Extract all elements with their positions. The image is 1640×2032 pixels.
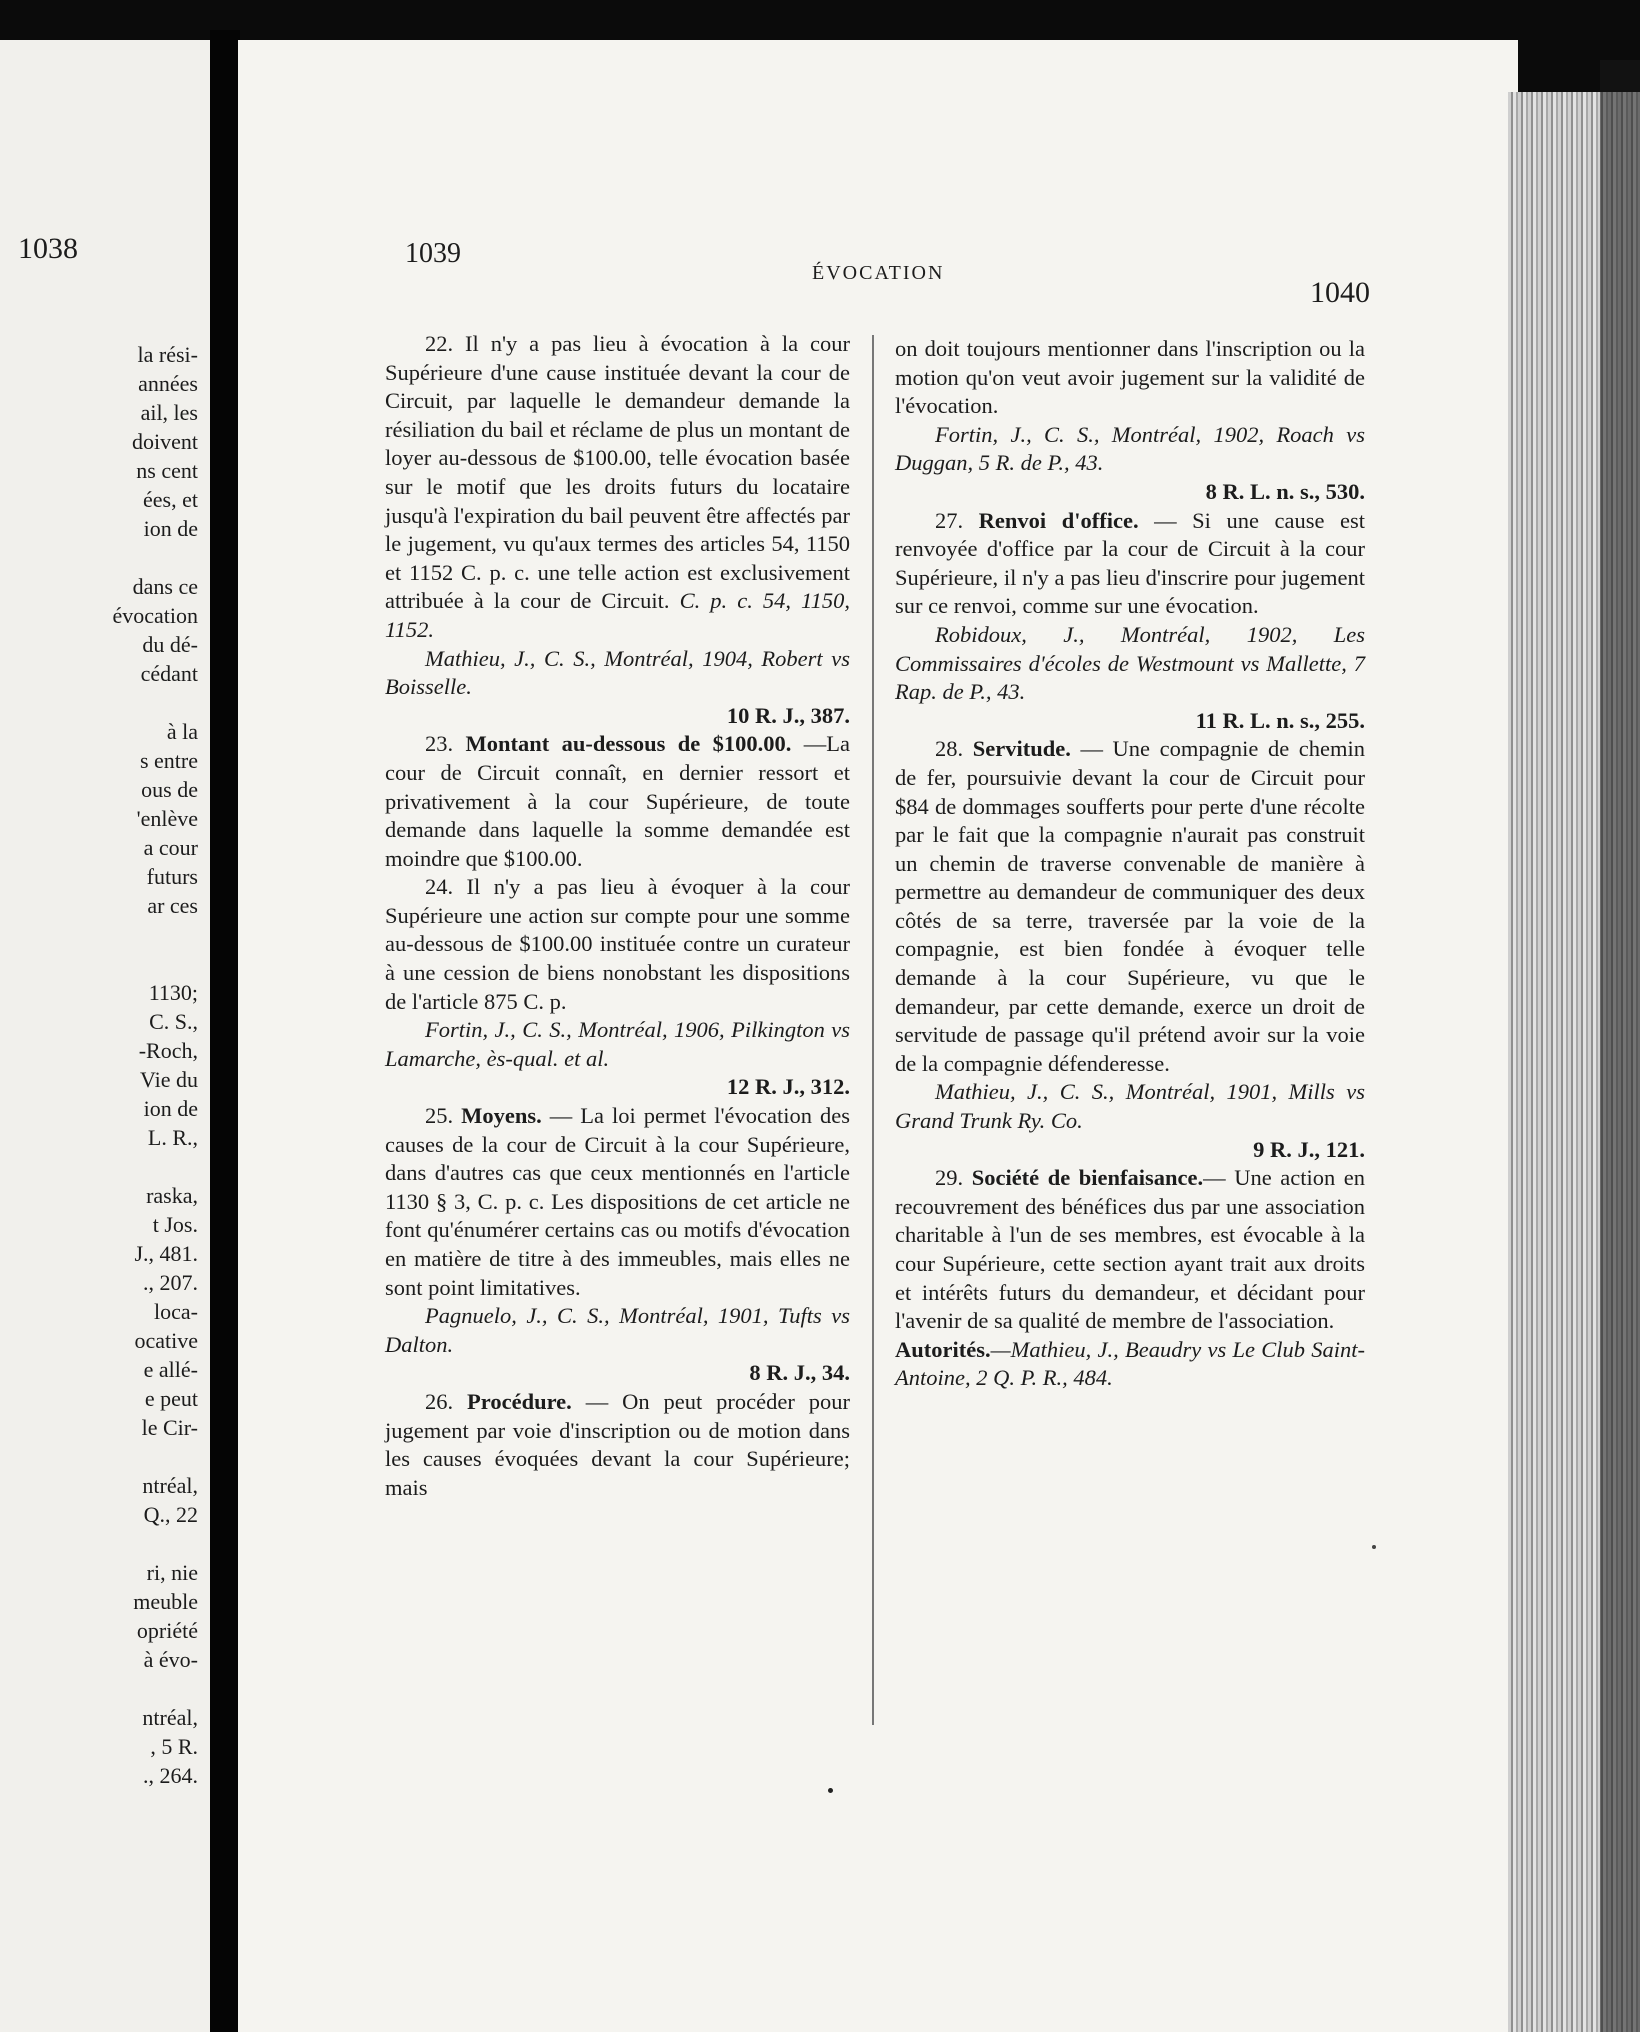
entry-26-title: Procédure. bbox=[467, 1388, 572, 1414]
entry-22-text: 22. Il n'y a pas lieu à évocation à la cour Supérieure d'une cause instituée devant la cour de Circuit, par laquelle le demandeur demande la résiliation du bail et réclame de plus un montant de loyer au-dessous de $100.00, telle évocation basée sur le motif que les droits futurs du locataire jusqu'à l'expiration du bail peuvent être affectés par le jugement, vu qu'aux termes des articles 54, 1150 et 1152 C. p. c. une telle action est exclusivement attribuée à la cour de Circuit. bbox=[385, 331, 850, 614]
left-fragment-line: évocation bbox=[112, 603, 198, 628]
left-fragment-line: C. S., bbox=[149, 1009, 198, 1034]
left-fragment-line bbox=[8, 949, 198, 978]
page-number-right: 1040 bbox=[1310, 276, 1370, 309]
left-fragment-line: ., 207. bbox=[143, 1270, 198, 1295]
left-fragment-line: ocative bbox=[134, 1328, 198, 1353]
entry-27 bbox=[895, 507, 1365, 621]
left-fragment-line: futurs bbox=[146, 864, 198, 889]
left-fragment-line: e peut bbox=[144, 1386, 198, 1411]
entry-22-code: C. p. c. 54, 1150, 1152. bbox=[385, 588, 851, 642]
entry-29-text: — Une action en recouvrement des bénéfices dus par une association charitable à l'un de ses membres, est évocable à la cour Supérieure, cette section ayant trait aux droits et intérêts futurs du demandeur, et décidant pour l'avenir de sa qualité de membre de l'association. bbox=[895, 1165, 1366, 1334]
left-fragment-line: années bbox=[138, 371, 198, 396]
authorities-text: —Mathieu, J., Beaudry vs Le Club Saint-Antoine, 2 Q. P. R., 484. bbox=[895, 1336, 1365, 1391]
left-fragment-line bbox=[8, 1442, 198, 1471]
left-fragment-line bbox=[8, 1529, 198, 1558]
entry-22 bbox=[385, 330, 850, 645]
left-fragment-line: ., 264. bbox=[143, 1763, 198, 1788]
left-fragment-line: Vie du bbox=[140, 1067, 198, 1092]
entry-28-reference: 9 R. J., 121. bbox=[1253, 1136, 1365, 1162]
left-page-number: 1038 bbox=[18, 232, 78, 265]
left-page-fragments bbox=[8, 340, 198, 1790]
entry-28-title: Servitude. bbox=[972, 736, 1071, 762]
left-fragment-line: cédant bbox=[140, 661, 198, 686]
authorities bbox=[895, 1336, 1365, 1393]
entry-27-number: 27. bbox=[935, 507, 964, 533]
entry-23 bbox=[385, 730, 850, 873]
left-fragment-line: e allé- bbox=[143, 1357, 198, 1382]
column-rule bbox=[872, 335, 874, 1725]
page-number-left: 1039 bbox=[405, 238, 461, 269]
entry-29 bbox=[895, 1164, 1365, 1336]
entry-29-title: Société de bienfaisance. bbox=[971, 1165, 1204, 1191]
left-fragment-line: raska, bbox=[146, 1183, 198, 1208]
left-fragment-line: , 5 R. bbox=[150, 1734, 198, 1759]
entry-23-title: Montant au-dessous de $100.00. bbox=[465, 731, 792, 757]
left-fragment-line: meuble bbox=[133, 1589, 198, 1614]
left-fragment-line: ion de bbox=[143, 1096, 198, 1121]
left-fragment-line: 1130; bbox=[148, 980, 198, 1005]
left-fragment-line: s entre bbox=[139, 748, 198, 773]
entry-24-citation: Fortin, J., C. S., Montréal, 1906, Pilkington vs Lamarche, ès-qual. et al. bbox=[385, 1017, 850, 1071]
entry-26 bbox=[385, 1388, 850, 1502]
entry-27-citation: Robidoux, J., Montréal, 1902, Les Commissaires d'écoles de Westmount vs Mallette, 7 Rap. de P., 43. bbox=[895, 621, 1365, 705]
entry-26-number: 26. bbox=[425, 1388, 454, 1414]
entry-28-citation: Mathieu, J., C. S., Montréal, 1901, Mills vs Grand Trunk Ry. Co. bbox=[895, 1079, 1365, 1134]
left-fragment-line: opriété bbox=[136, 1618, 198, 1643]
left-fragment-line: à la bbox=[166, 719, 198, 744]
left-fragment-line bbox=[8, 1152, 198, 1181]
entry-24-reference: 12 R. J., 312. bbox=[726, 1074, 850, 1100]
left-fragment-line: ns cent bbox=[136, 458, 198, 483]
entry-28 bbox=[895, 735, 1365, 1078]
column-left bbox=[385, 330, 850, 1502]
entry-26-reference: 8 R. L. n. s., 530. bbox=[1205, 478, 1365, 504]
page-edge-shadow bbox=[1600, 60, 1640, 2032]
left-fragment-line: ées, et bbox=[143, 487, 198, 512]
left-fragment-line: L. R., bbox=[147, 1125, 198, 1150]
left-fragment-line: ri, nie bbox=[146, 1560, 198, 1585]
column-right bbox=[895, 335, 1365, 1393]
entry-24: 24. Il n'y a pas lieu à évoquer à la cour Supérieure une action sur compte pour une somme au-dessous de $100.00 instituée contre un curateur à une cession de biens nonobstant les dispositions de l'article 875 C. p. bbox=[385, 874, 850, 1014]
entry-25-number: 25. bbox=[425, 1103, 454, 1129]
left-fragment-line: ntréal, bbox=[142, 1705, 198, 1730]
entry-25-text: — La loi permet l'évocation des causes de la cour de Circuit à la cour Supérieure, dans d'autres cas que ceux mentionnés en l'article 1130 § 3, C. p. c. Les dispositions de cet article ne font qu'énumérer certains cas ou motifs d'évocation en matière de titre à des immeubles, mais elles ne sont point limitatives. bbox=[385, 1103, 851, 1300]
left-fragment-line: -Roch, bbox=[138, 1038, 198, 1063]
entry-22-citation: Mathieu, J., C. S., Montréal, 1904, Robert vs Boisselle. bbox=[385, 645, 850, 700]
entry-27-title: Renvoi d'office. bbox=[978, 507, 1139, 533]
print-speck-2 bbox=[1372, 1545, 1376, 1549]
entry-27-reference: 11 R. L. n. s., 255. bbox=[1195, 707, 1365, 733]
left-fragment-line: du dé- bbox=[142, 632, 198, 657]
left-fragment-line: Q., 22 bbox=[143, 1502, 198, 1527]
left-page bbox=[0, 40, 210, 2032]
left-fragment-line bbox=[8, 688, 198, 717]
print-speck bbox=[828, 1788, 833, 1793]
left-fragment-line: 'enlève bbox=[136, 806, 198, 831]
left-fragment-line: a cour bbox=[143, 835, 198, 860]
left-fragment-line: ion de bbox=[143, 516, 198, 541]
left-fragment-line: loca- bbox=[154, 1299, 198, 1324]
entry-23-text: —La cour de Circuit connaît, en dernier ressort et privativement à la cour Supérieure, de toute demande dans laquelle la somme demandée est moindre que $100.00. bbox=[385, 731, 851, 871]
entry-28-text: — Une compagnie de chemin de fer, poursuivie devant la cour de Circuit pour $84 de dommages soufferts pour perte d'une récolte par le fait que la compagnie n'aurait pas construit un chemin de traverse convenable de manière à permettre au demandeur de communiquer des deux côtés de sa terre, traversée par la voie de la compagnie, est bien fondée à évoquer telle demande à la cour Supérieure, vu que le demandeur, par cette demande, exerce un droit de servitude de passage qu'il prétend avoir sur la voie de la compagnie défenderesse. bbox=[895, 736, 1366, 1076]
left-fragment-line bbox=[8, 543, 198, 572]
entry-23-number: 23. bbox=[425, 731, 454, 757]
entry-27-text: — Si une cause est renvoyée d'office par la cour de Circuit à la cour Supérieure, il n'y a pas lieu d'inscrire pour jugement sur ce renvoi, comme sur une évocation. bbox=[895, 507, 1366, 619]
entry-22-reference: 10 R. J., 387. bbox=[726, 702, 850, 728]
entry-25 bbox=[385, 1102, 850, 1302]
running-head: ÉVOCATION bbox=[812, 262, 945, 284]
left-fragment-line bbox=[8, 1674, 198, 1703]
authorities-label: Autorités. bbox=[895, 1336, 991, 1362]
entry-25-reference: 8 R. J., 34. bbox=[749, 1360, 850, 1386]
left-fragment-line: ail, les bbox=[140, 400, 198, 425]
entry-26-citation: Fortin, J., C. S., Montréal, 1902, Roach vs Duggan, 5 R. de P., 43. bbox=[895, 421, 1365, 476]
left-fragment-line: t Jos. bbox=[152, 1212, 198, 1237]
left-fragment-line: ous de bbox=[141, 777, 198, 802]
left-fragment-line: dans ce bbox=[132, 574, 198, 599]
book-gutter bbox=[210, 30, 240, 2032]
entry-26-text: — On peut procéder pour jugement par voie d'inscription ou de motion dans les causes évoquées devant la cour Supérieure; mais bbox=[385, 1388, 850, 1500]
left-fragment-line: J., 481. bbox=[134, 1241, 198, 1266]
entry-25-citation: Pagnuelo, J., C. S., Montréal, 1901, Tufts vs Dalton. bbox=[385, 1303, 850, 1357]
entry-26-continuation: on doit toujours mentionner dans l'inscription ou la motion qu'on veut avoir jugement sur la validité de l'évocation. bbox=[895, 336, 1365, 419]
entry-28-number: 28. bbox=[935, 736, 964, 762]
left-fragment-line: doivent bbox=[132, 429, 198, 454]
left-fragment-line: à évo- bbox=[143, 1647, 198, 1672]
left-fragment-line: ar ces bbox=[147, 893, 198, 918]
left-fragment-line: ntréal, bbox=[142, 1473, 198, 1498]
left-fragment-line: la rési- bbox=[137, 342, 198, 367]
entry-25-title: Moyens. bbox=[461, 1103, 542, 1129]
left-fragment-line bbox=[8, 920, 198, 949]
entry-29-number: 29. bbox=[935, 1165, 964, 1191]
left-fragment-line: le Cir- bbox=[141, 1415, 198, 1440]
